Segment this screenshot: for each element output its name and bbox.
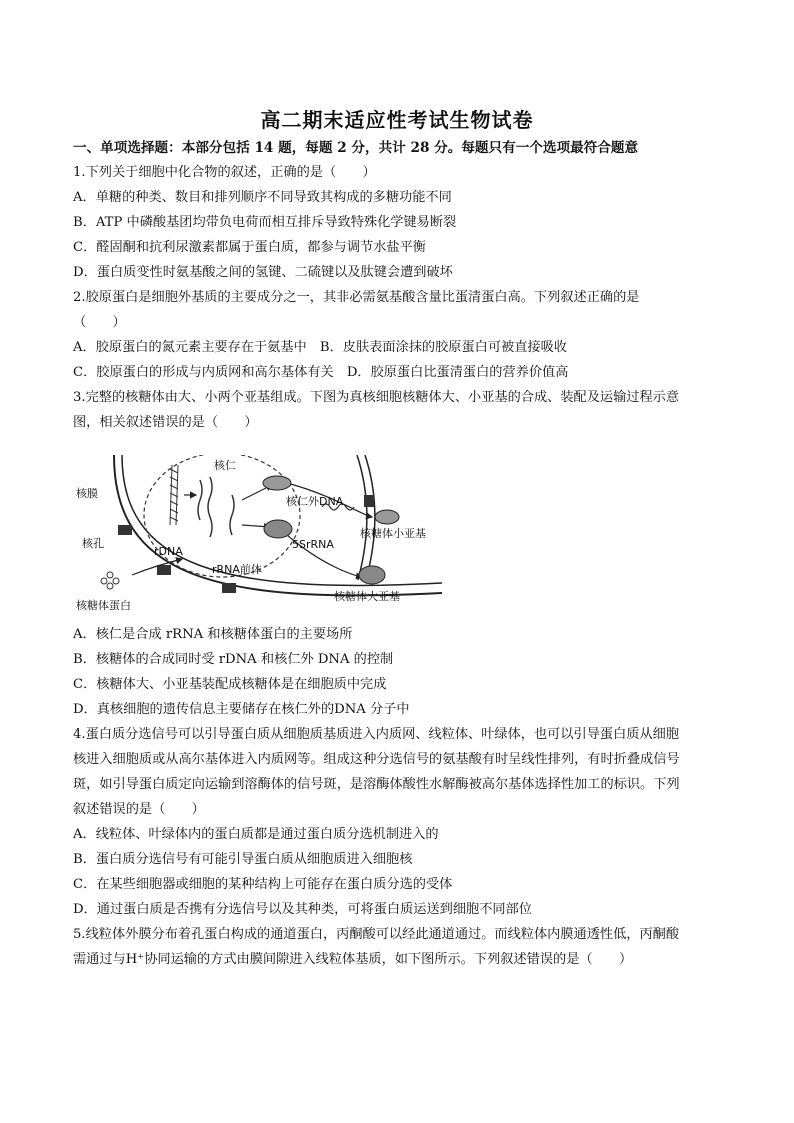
q3-option-b: B．核糖体的合成同时受 rDNA 和核仁外 DNA 的控制 (73, 652, 394, 667)
nuclear-pore (157, 565, 171, 575)
q4-stem: 4.蛋白质分选信号可以引导蛋白质从细胞质基质进入内质网、线粒体、叶绿体，也可以引导蛋白质从细胞 (73, 727, 680, 742)
large-subunit-precursor (264, 520, 292, 538)
ribosome-assembly-figure (72, 455, 442, 615)
q4-stem-cont: 叙述错误的是（ ） (73, 802, 205, 817)
q4-option-b: B．蛋白质分选信号有可能引导蛋白质从细胞质进入细胞核 (73, 852, 413, 867)
label-nuclear-pore: 核孔 (82, 537, 104, 550)
q3-option-c: C．核糖体大、小亚基装配成核糖体是在细胞质中完成 (73, 677, 387, 692)
q5-stem-cont: 需通过与H⁺协同运输的方式由膜间隙进入线粒体基质，如下图所示。下列叙述错误的是（ ） (73, 952, 633, 967)
q3-option-d: D．真核细胞的遗传信息主要储存在核仁外的DNA 分子中 (73, 702, 410, 717)
small-subunit-precursor (263, 476, 291, 490)
nucleolus-boundary (144, 455, 300, 577)
label-large-subunit: 核糖体大亚基 (334, 590, 400, 603)
q2-stem: 2.胶原蛋白是细胞外基质的主要成分之一，其非必需氨基酸含量比蛋清蛋白高。下列叙述正确的是 (73, 290, 640, 305)
nuclear-pore (118, 525, 132, 535)
q1-stem: 1.下列关于细胞中化合物的叙述，正确的是（ ） (73, 165, 376, 180)
nuclear-pore (364, 495, 374, 507)
label-rrna-precursor: rRNA前体 (212, 563, 262, 576)
section-heading: 一、单项选择题：本部分包括 14 题，每题 2 分，共计 28 分。每题只有一个选项最符合题意 (73, 140, 639, 156)
q4-option-c: C．在某些细胞器或细胞的某种结构上可能存在蛋白质分选的受体 (73, 877, 453, 892)
q3-option-a: A．核仁是合成 rRNA 和核糖体蛋白的主要场所 (73, 627, 353, 642)
q1-option-c: C．醛固酮和抗利尿激素都属于蛋白质，都参与调节水盐平衡 (73, 240, 426, 255)
small-subunit (375, 510, 399, 524)
q4-stem-cont: 斑，如引导蛋白质定向运输到溶酶体的信号斑，是溶酶体酸性水解酶被高尔基体选择性加工的标识。下列 (73, 777, 680, 792)
nuclear-pore (222, 583, 236, 593)
label-extra-dna: 核仁外DNA (286, 495, 344, 508)
large-subunit (359, 566, 385, 584)
rrna-precursor (198, 480, 202, 520)
label-small-subunit: 核糖体小亚基 (360, 527, 426, 540)
q1-option-d: D．蛋白质变性时氨基酸之间的氢键、二硫键以及肽键会遭到破坏 (73, 265, 453, 280)
ribosomal-protein (101, 578, 107, 584)
label-ribosomal-protein: 核糖体蛋白 (76, 599, 131, 612)
q3-stem: 3.完整的核糖体由大、小两个亚基组成。下图为真核细胞核糖体大、小亚基的合成、装配及运输过程示意 (73, 390, 680, 405)
q2-options-cd: C．胶原蛋白的形成与内质网和高尔基体有关 D．胶原蛋白比蛋清蛋白的营养价值高 (73, 365, 569, 380)
nuclear-envelope-right (357, 455, 367, 580)
label-5srrna: 5SrRNA (292, 538, 334, 551)
q1-option-a: A．单糖的种类、数目和排列顺序不同导致其构成的多糖功能不同 (73, 190, 452, 205)
label-nucleolus: 核仁 (214, 459, 236, 472)
q4-option-a: A．线粒体、叶绿体内的蛋白质都是通过蛋白质分选机制进入的 (73, 827, 439, 842)
q3-stem-cont: 图，相关叙述错误的是（ ） (73, 415, 258, 430)
q5-stem: 5.线粒体外膜分布着孔蛋白构成的通道蛋白，丙酮酸可以经此通道通过。而线粒体内膜通透性低，丙酮酸 (73, 927, 680, 942)
page-title: 高二期末适应性考试生物试卷 (260, 108, 534, 132)
label-nuclear-membrane: 核膜 (76, 487, 98, 500)
q2-options-ab: A．胶原蛋白的氮元素主要存在于氨基中 B．皮肤表面涂抹的胶原蛋白可被直接吸收 (73, 340, 567, 355)
q4-option-d: D．通过蛋白质是否携有分选信号以及其种类，可将蛋白质运送到细胞不同部位 (73, 902, 532, 917)
q2-stem-cont: （ ） (73, 315, 126, 330)
label-rdna: rDNA (154, 545, 183, 558)
q4-stem-cont: 核进入细胞质或从高尔基体进入内质网等。组成这种分选信号的氨基酸有时呈线性排列，有时折叠成信号 (73, 752, 680, 767)
q1-option-b: B．ATP 中磷酸基团均带负电荷而相互排斥导致特殊化学键易断裂 (73, 215, 457, 230)
